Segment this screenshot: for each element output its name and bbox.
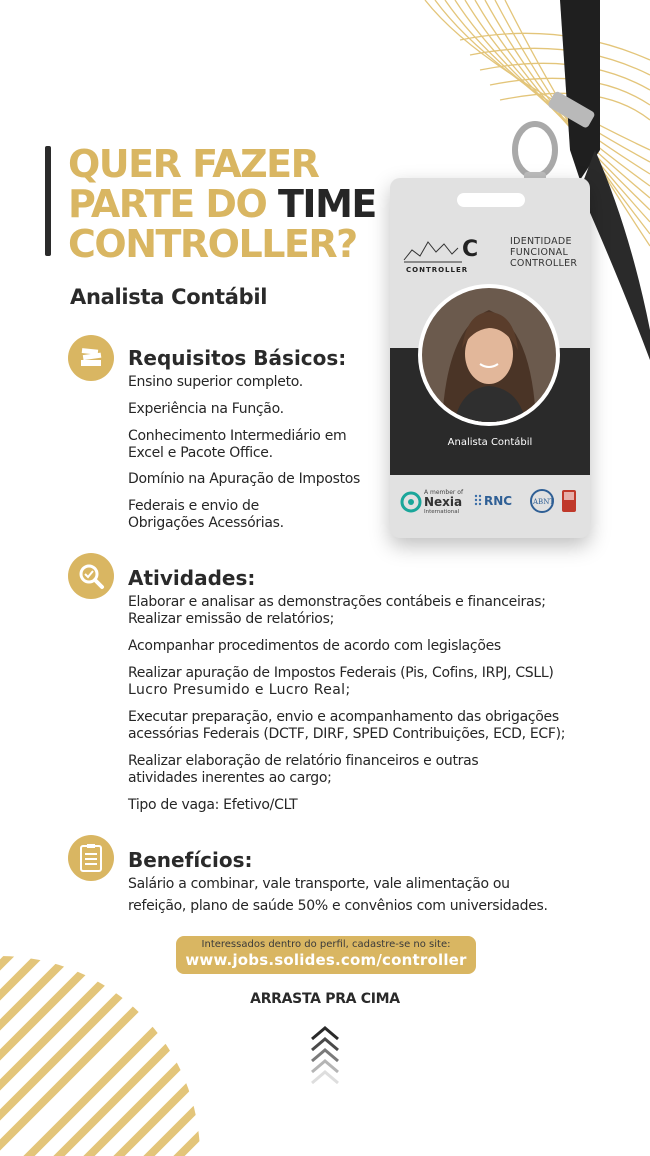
cta-url-link[interactable]: www.jobs.solides.com/controller <box>185 951 467 969</box>
nexia-member-text: A member of <box>424 489 464 496</box>
nexia-text: Nexia <box>424 495 463 509</box>
list-item: Realizar apuração de Impostos Federais (Pis, Cofins, IRPJ, CSLL) <box>128 665 554 681</box>
list-item: Executar preparação, envio e acompanhamento das obrigações <box>128 709 559 725</box>
headline-line-3: CONTROLLER? <box>68 222 357 266</box>
magnifier-check-icon <box>68 553 114 599</box>
atividades-list <box>128 594 608 814</box>
list-item: Federais e envio de <box>128 498 259 514</box>
job-role-title: Analista Contábil <box>70 285 268 309</box>
headline-accent-bar <box>45 146 51 256</box>
list-item: refeição, plano de saúde 50% e convênios com universidades. <box>128 898 548 914</box>
list-item: Excel e Pacote Office. <box>128 445 273 461</box>
list-item: Ensino superior completo. <box>128 374 303 390</box>
list-item: Realizar emissão de relatórios; <box>128 611 334 627</box>
list-item: Domínio na Apuração de Impostos <box>128 471 361 487</box>
headline-line-2 <box>68 184 398 224</box>
list-item: Experiência na Função. <box>128 401 284 417</box>
list-item: Salário a combinar, vale transporte, vale alimentação ou <box>128 876 510 892</box>
nexia-logo-icon <box>402 493 420 511</box>
badge-slot <box>457 193 525 207</box>
rnc-text: RNC <box>484 494 513 508</box>
headline-line-2-gold: PARTE DO <box>68 182 279 226</box>
chevron-up-icon[interactable] <box>309 1025 341 1090</box>
headline <box>68 144 398 264</box>
headline-line-2-dark: TIME <box>278 182 376 226</box>
person-photo <box>422 288 556 422</box>
list-item: Obrigações Acessórias. <box>128 515 284 531</box>
list-item: acessórias Federais (DCTF, DIRF, SPED Contribuições, ECD, ECF); <box>128 726 566 742</box>
checklist-icon <box>68 835 114 881</box>
badge-role: Analista Contábil <box>447 437 533 448</box>
requisitos-title: Requisitos Básicos: <box>128 346 347 370</box>
list-item: Elaborar e analisar as demonstrações contábeis e financeiras; <box>128 594 546 610</box>
badge-id-text <box>510 236 590 269</box>
books-icon <box>68 335 114 381</box>
badge-id-line-1: IDENTIDADE <box>510 236 572 247</box>
list-item: Conhecimento Intermediário em <box>128 428 347 444</box>
rnc-logo-icon <box>475 495 481 505</box>
list-item: atividades inerentes ao cargo; <box>128 770 332 786</box>
badge-logo <box>402 230 492 279</box>
decorative-stripes-bottom <box>0 945 200 1156</box>
abnt-text: ABNT <box>533 498 554 506</box>
badge-id-line-2: FUNCIONAL <box>510 247 569 258</box>
requisitos-list <box>128 374 388 532</box>
cta-caption: Interessados dentro do perfil, cadastre-se no site: <box>201 939 451 950</box>
beneficios-title: Benefícios: <box>128 848 253 872</box>
badge-logo-text: CONTROLLER <box>406 266 469 274</box>
list-item: Realizar elaboração de relatório financeiros e outras <box>128 753 479 769</box>
nexia-sub-text: International <box>424 509 460 515</box>
headline-line-1: QUER FAZER <box>68 142 319 186</box>
beneficios-list <box>128 876 608 915</box>
badge-logo-letter: C <box>462 237 479 262</box>
signup-cta[interactable] <box>176 936 476 974</box>
badge-footer-logos <box>390 478 590 538</box>
list-item: Acompanhar procedimentos de acordo com legislações <box>128 638 501 654</box>
list-item: Tipo de vaga: Efetivo/CLT <box>128 797 298 813</box>
swipe-up-label[interactable]: ARRASTA PRA CIMA <box>250 991 400 1007</box>
atividades-title: Atividades: <box>128 566 256 590</box>
badge-id-line-3: CONTROLLER <box>510 258 578 269</box>
list-item: Lucro Presumido e Lucro Real; <box>128 682 351 698</box>
badge-photo <box>418 284 560 426</box>
